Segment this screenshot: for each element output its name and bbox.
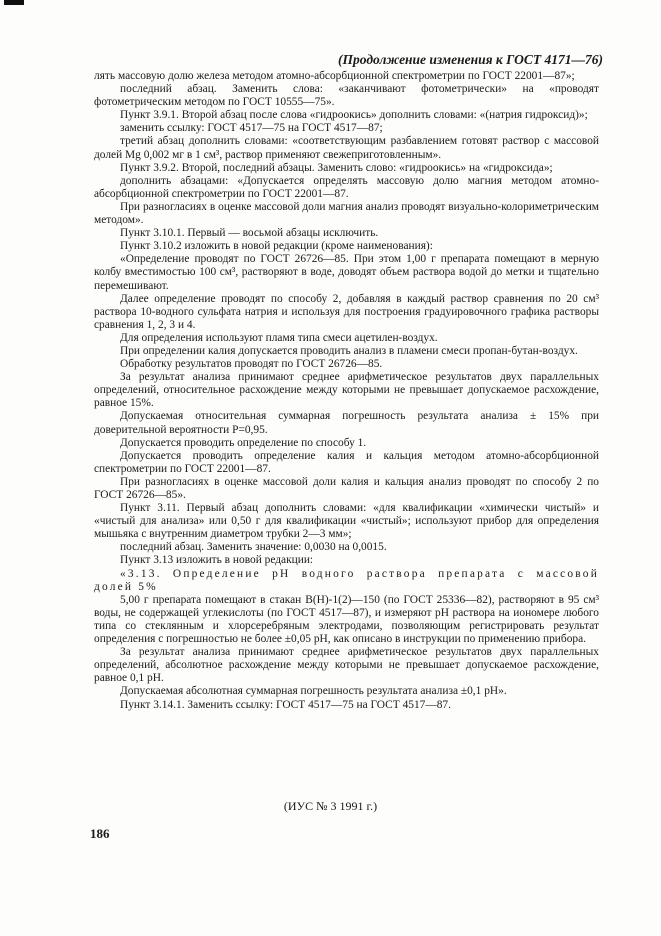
section-heading: «3.13. Определение pH водного раствора препарата с массовой долей 5% <box>94 567 599 593</box>
paragraph: Далее определение проводят по способу 2, добавляя в каждый раствор сравнения по 20 см³ раствора 10-водного сульфата натрия и используя для построения градуировочного графика растворы сравнения 1, 2, 3 и 4. <box>94 292 599 331</box>
paragraph: третий абзац дополнить словами: «соответствующим разбавлением готовят раствор с массовой долей Mg 0,002 мг в 1 см³, раствор применяют свежеприготовленным». <box>94 135 599 161</box>
paragraph: последний абзац. Заменить слова: «заканчивают фотометрически» на «проводят фотометрическим методом по ГОСТ 10555—75». <box>94 83 599 109</box>
paragraph: При определении калия допускается проводить анализ в пламени смеси пропан-бутан-воздух. <box>120 344 578 357</box>
paragraph: Пункт 3.10.1. Первый — восьмой абзацы исключить. <box>120 227 379 240</box>
paragraph: За результат анализа принимают среднее арифметическое результатов двух параллельных определений, относительное расхождение между которыми не превышает допускаемое расхождение, равное 15%. <box>94 371 599 410</box>
paragraph: Пункт 3.9.2. Второй, последний абзацы. Заменить слово: «гидроокись» на «гидроксида»; <box>120 161 553 174</box>
paragraph: Допускаемая относительная суммарная погрешность результата анализа ± 15% при доверительной вероятности P=0,95. <box>94 410 599 436</box>
paragraph: Пункт 3.9.1. Второй абзац после слова «гидроокись» дополнить словами: «(натрия гидроксид)»; <box>120 109 588 122</box>
paragraph: Допускаемая абсолютная суммарная погрешность результата анализа ±0,1 pH». <box>120 685 507 698</box>
paragraph: При разногласиях в оценке массовой доли магния анализ проводят визуально-колориметрическим методом». <box>94 200 599 227</box>
paragraph: Для определения используют пламя типа смеси ацетилен-воздух. <box>120 331 438 344</box>
paragraph: лять массовую долю железа методом атомно-абсорбционной спектрометрии по ГОСТ 22001—87»; <box>94 70 575 82</box>
paragraph: последний абзац. Заменить значение: 0,0030 на 0,0015. <box>120 541 387 554</box>
corner-mark <box>4 0 24 5</box>
paragraph: За результат анализа принимают среднее арифметическое результатов двух параллельных определений, абсолютное расхождение между которыми не превышает допускаемое расхождение, равное 0,1 pH. <box>94 646 599 685</box>
paragraph: Пункт 3.11. Первый абзац дополнить словами: «для квалификации «химически чистый» и «чистый для анализа» или 0,50 г для квалификации «чистый»; используют прибор для определения мышьяка с внутренним диаметром трубки 2—3 мм»; <box>94 502 599 541</box>
paragraph: При разногласиях в оценке массовой доли калия и кальция анализ проводят по способу 2 по ГОСТ 26726—85». <box>94 475 599 501</box>
paragraph: дополнить абзацами: «Допускается определять массовую долю магния методом атомно-абсорбционной спектрометрии по ГОСТ 22001—87. <box>94 174 599 200</box>
paragraph: Пункт 3.13 изложить в новой редакции: <box>120 554 314 567</box>
paragraph: Обработку результатов проводят по ГОСТ 26726—85. <box>120 358 383 371</box>
paragraph: Допускается проводить определение калия и кальция методом атомно-абсорбционной спектрометрии по ГОСТ 22001—87. <box>94 449 599 475</box>
paragraph: 5,00 г препарата помещают в стакан В(Н)-1(2)—150 (по ГОСТ 25336—82), растворяют в 95 см³ воды, не содержащей углекислоты (по ГОСТ 4517—87), и измеряют pH раствора на иономере любого типа со стеклянным и хлорсеребряным электродами, позволяющим регистрировать результат определения с погрешностью не более ±0,05 pH, как описано в инструкции по применению прибора. <box>94 593 599 646</box>
page-header: (Продолжение изменения к ГОСТ 4171—76) <box>338 52 603 67</box>
paragraph: Пункт 3.14.1. Заменить ссылку: ГОСТ 4517—75 на ГОСТ 4517—87. <box>120 698 451 711</box>
paragraph: Пункт 3.10.2 изложить в новой редакции (кроме наименования): <box>120 240 433 253</box>
paragraph: «Определение проводят по ГОСТ 26726—85. При этом 1,00 г препарата помещают в мерную колбу вместимостью 100 см³, растворяют в воде, доводят объем раствора водой до метки и тщательно перемешивают. <box>94 253 599 292</box>
footer-note: (ИУС № 3 1991 г.) <box>283 799 378 813</box>
document-body <box>94 70 599 712</box>
paragraph: Допускается проводить определение по способу 1. <box>120 436 367 449</box>
paragraph: заменить ссылку: ГОСТ 4517—75 на ГОСТ 4517—87; <box>120 122 383 135</box>
page-number: 186 <box>90 826 110 841</box>
